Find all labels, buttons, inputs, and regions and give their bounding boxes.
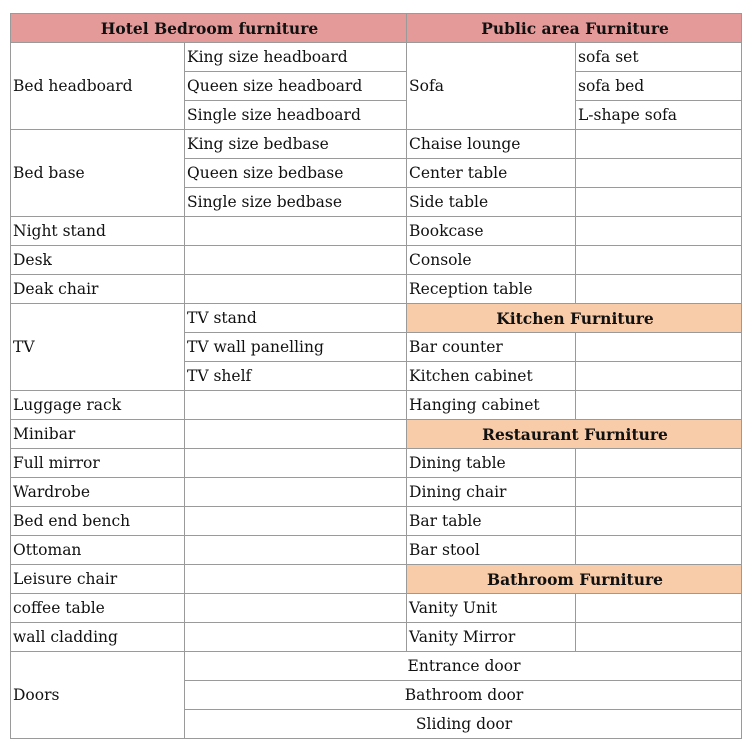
header-kitchen: Kitchen Furniture bbox=[407, 304, 742, 333]
item-cell: TV wall panelling bbox=[185, 333, 407, 362]
category-night-stand: Night stand bbox=[11, 217, 185, 246]
item-cell: sofa bed bbox=[576, 72, 742, 101]
table-row bbox=[11, 130, 742, 159]
empty-cell bbox=[576, 217, 742, 246]
item-cell: Side table bbox=[407, 188, 576, 217]
table-row bbox=[11, 623, 742, 652]
item-cell: Console bbox=[407, 246, 576, 275]
item-cell: Dining chair bbox=[407, 478, 576, 507]
header-bathroom: Bathroom Furniture bbox=[407, 565, 742, 594]
category-coffee-table: coffee table bbox=[11, 594, 185, 623]
empty-cell bbox=[576, 130, 742, 159]
empty-cell bbox=[576, 246, 742, 275]
item-cell: Bookcase bbox=[407, 217, 576, 246]
item-cell: Bathroom door bbox=[185, 681, 742, 710]
empty-cell bbox=[576, 333, 742, 362]
category-luggage-rack: Luggage rack bbox=[11, 391, 185, 420]
item-cell: sofa set bbox=[576, 43, 742, 72]
table-row bbox=[11, 43, 742, 72]
empty-cell bbox=[576, 449, 742, 478]
category-bed-end-bench: Bed end bench bbox=[11, 507, 185, 536]
empty-cell bbox=[185, 507, 407, 536]
table-row bbox=[11, 391, 742, 420]
table-row bbox=[11, 507, 742, 536]
item-cell: TV shelf bbox=[185, 362, 407, 391]
header-public-area: Public area Furniture bbox=[407, 14, 742, 43]
empty-cell bbox=[185, 391, 407, 420]
category-desk: Desk bbox=[11, 246, 185, 275]
empty-cell bbox=[185, 420, 407, 449]
item-cell: Single size headboard bbox=[185, 101, 407, 130]
empty-cell bbox=[576, 623, 742, 652]
item-cell: Hanging cabinet bbox=[407, 391, 576, 420]
item-cell: King size bedbase bbox=[185, 130, 407, 159]
item-cell: Reception table bbox=[407, 275, 576, 304]
table-row bbox=[11, 594, 742, 623]
category-wall-cladding: wall cladding bbox=[11, 623, 185, 652]
category-full-mirror: Full mirror bbox=[11, 449, 185, 478]
empty-cell bbox=[576, 188, 742, 217]
table-row bbox=[11, 14, 742, 43]
item-cell: Queen size headboard bbox=[185, 72, 407, 101]
item-cell: Center table bbox=[407, 159, 576, 188]
table-row bbox=[11, 304, 742, 333]
item-cell: Entrance door bbox=[185, 652, 742, 681]
item-cell: TV stand bbox=[185, 304, 407, 333]
category-doors: Doors bbox=[11, 652, 185, 739]
category-bed-base: Bed base bbox=[11, 130, 185, 217]
item-cell: Single size bedbase bbox=[185, 188, 407, 217]
empty-cell bbox=[576, 507, 742, 536]
table-row bbox=[11, 652, 742, 681]
category-bed-headboard: Bed headboard bbox=[11, 43, 185, 130]
empty-cell bbox=[185, 217, 407, 246]
item-cell: Dining table bbox=[407, 449, 576, 478]
table-row bbox=[11, 217, 742, 246]
item-cell: King size headboard bbox=[185, 43, 407, 72]
empty-cell bbox=[576, 391, 742, 420]
table-row bbox=[11, 275, 742, 304]
table-row bbox=[11, 420, 742, 449]
table-row bbox=[11, 536, 742, 565]
empty-cell bbox=[185, 594, 407, 623]
category-ottoman: Ottoman bbox=[11, 536, 185, 565]
empty-cell bbox=[185, 623, 407, 652]
table-row bbox=[11, 478, 742, 507]
empty-cell bbox=[576, 159, 742, 188]
category-leisure-chair: Leisure chair bbox=[11, 565, 185, 594]
category-minibar: Minibar bbox=[11, 420, 185, 449]
item-cell: L-shape sofa bbox=[576, 101, 742, 130]
header-hotel-bedroom: Hotel Bedroom furniture bbox=[11, 14, 407, 43]
item-cell: Vanity Mirror bbox=[407, 623, 576, 652]
category-wardrobe: Wardrobe bbox=[11, 478, 185, 507]
item-cell: Kitchen cabinet bbox=[407, 362, 576, 391]
item-cell: Bar stool bbox=[407, 536, 576, 565]
empty-cell bbox=[185, 449, 407, 478]
empty-cell bbox=[185, 478, 407, 507]
table-row bbox=[11, 246, 742, 275]
empty-cell bbox=[185, 536, 407, 565]
item-cell: Bar counter bbox=[407, 333, 576, 362]
empty-cell bbox=[185, 565, 407, 594]
empty-cell bbox=[576, 478, 742, 507]
category-tv: TV bbox=[11, 304, 185, 391]
category-deak-chair: Deak chair bbox=[11, 275, 185, 304]
category-sofa: Sofa bbox=[407, 43, 576, 130]
header-restaurant: Restaurant Furniture bbox=[407, 420, 742, 449]
item-cell: Chaise lounge bbox=[407, 130, 576, 159]
table-row bbox=[11, 565, 742, 594]
furniture-table bbox=[10, 13, 742, 739]
item-cell: Queen size bedbase bbox=[185, 159, 407, 188]
empty-cell bbox=[576, 362, 742, 391]
item-cell: Bar table bbox=[407, 507, 576, 536]
item-cell: Sliding door bbox=[185, 710, 742, 739]
item-cell: Vanity Unit bbox=[407, 594, 576, 623]
empty-cell bbox=[576, 594, 742, 623]
empty-cell bbox=[576, 536, 742, 565]
empty-cell bbox=[185, 275, 407, 304]
empty-cell bbox=[576, 275, 742, 304]
empty-cell bbox=[185, 246, 407, 275]
table-row bbox=[11, 449, 742, 478]
